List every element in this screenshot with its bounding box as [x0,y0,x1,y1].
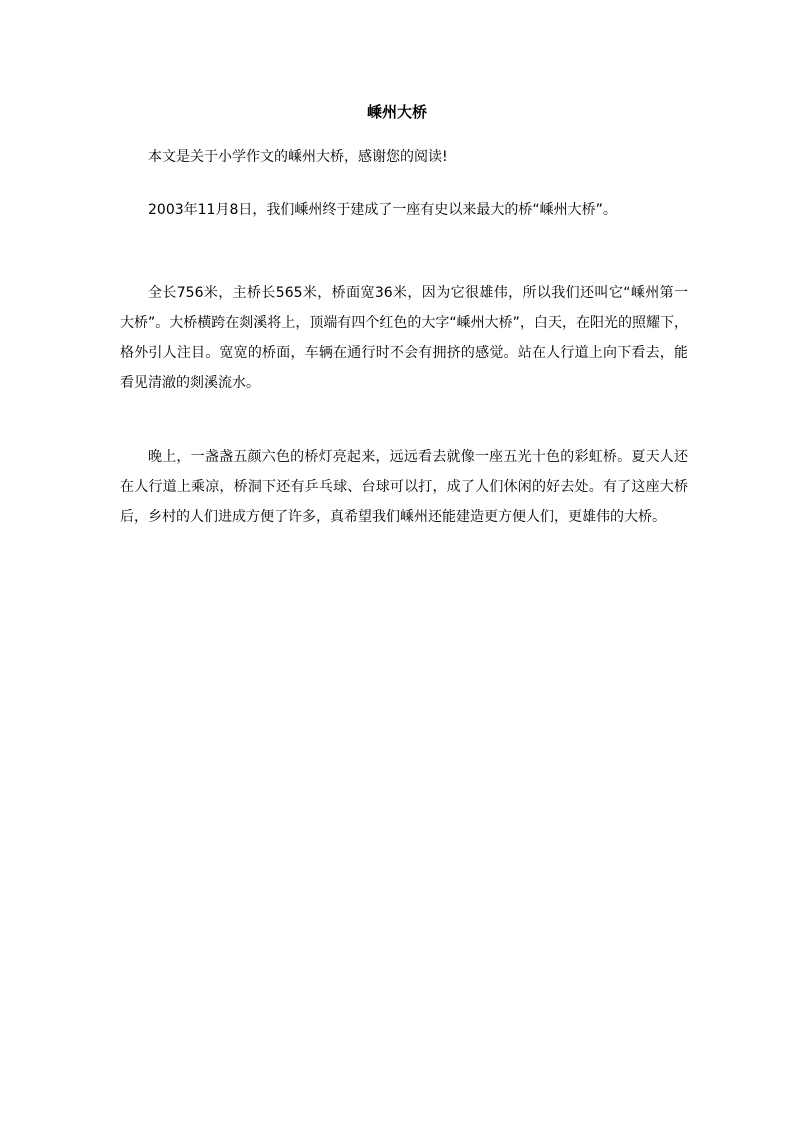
intro-paragraph: 本文是关于小学作文的嵊州大桥，感谢您的阅读! [148,149,448,165]
document-title: 嵊州大桥 [366,103,427,121]
body-paragraph-2: 全长756米，主桥长565米，桥面宽36米，因为它很雄伟，所以我们还叫它“嵊州第一大桥”。大桥横跨在剡溪将上，顶端有四个红色的大字“嵊州大桥”，白天，在阳光的照耀下，格外引人注目。宽宽的桥面，车辆在通行时不会有拥挤的感觉。站在人行道上向下看去，能看见清澈的剡溪流水。 [120,285,688,391]
body-paragraph-3: 晚上，一盏盏五颜六色的桥灯亮起来，远远看去就像一座五光十色的彩虹桥。夏天人还在人行道上乘凉，桥洞下还有乒乓球、台球可以打，成了人们休闲的好去处。有了这座大桥后，乡村的人们进成方便了许多，真希望我们嵊州还能建造更方便人们，更雄伟的大桥。 [120,449,688,525]
body-paragraph-1: 2003年11月8日，我们嵊州终于建成了一座有史以来最大的桥“嵊州大桥”。 [148,202,617,218]
